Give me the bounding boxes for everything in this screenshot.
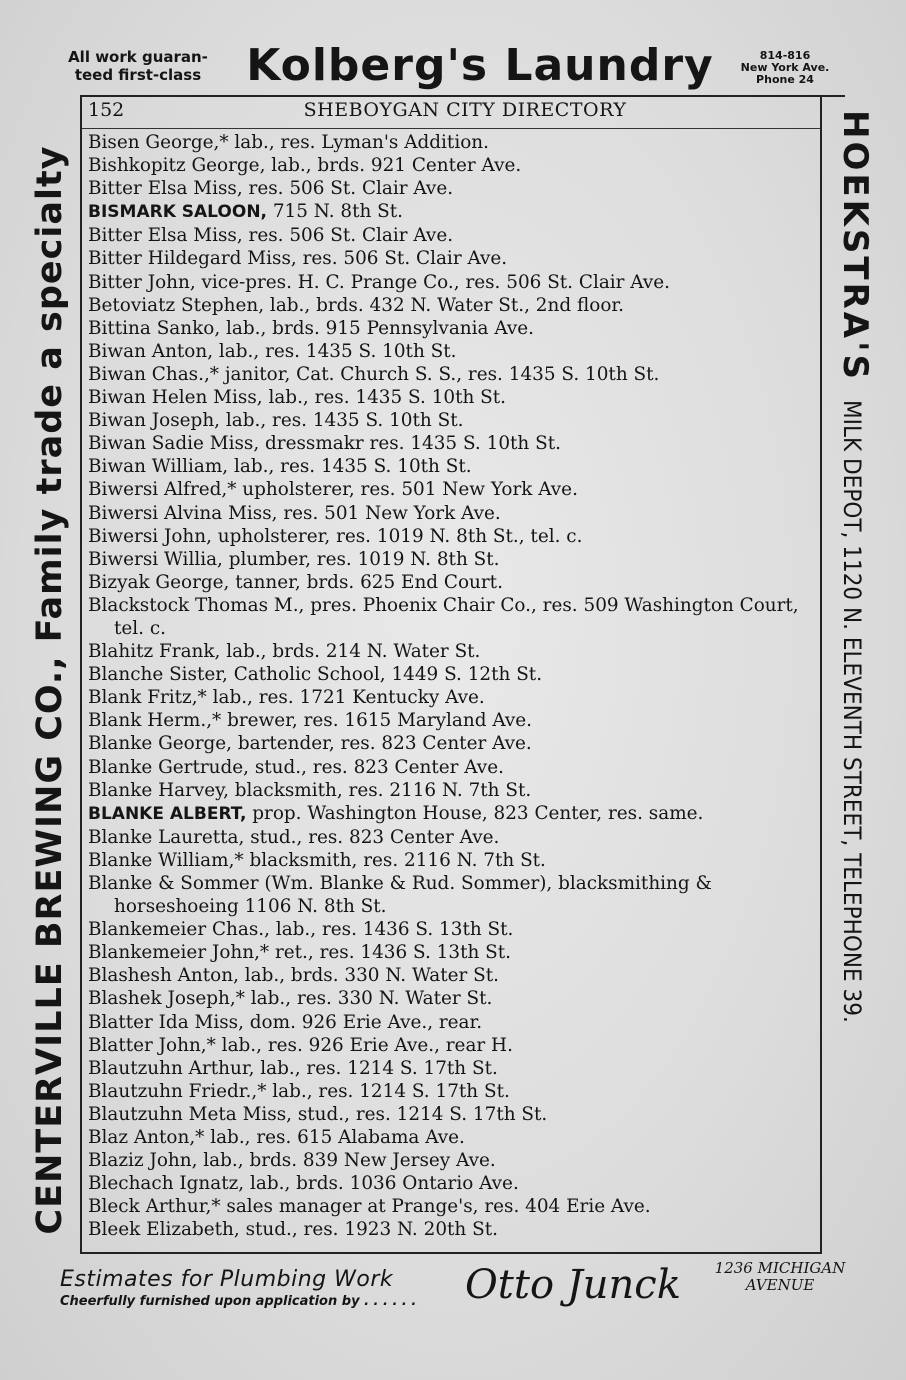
directory-entry: Biwan Chas.,* janitor, Cat. Church S. S., res. 1435 S. 10th St.: [88, 363, 660, 385]
blanke-albert-details: prop. Washington House, 823 Center, res. same.: [246, 802, 704, 824]
directory-entry: Biwan Helen Miss, lab., res. 1435 S. 10th St.: [88, 387, 507, 409]
frame-top-rule: [80, 95, 845, 97]
directory-entry: Blaziz John, lab., brds. 839 New Jersey Ave.: [88, 1150, 496, 1172]
otto-junck-address: [690, 1260, 870, 1294]
directory-entry: Bitter Elsa Miss, res. 506 St. Clair Ave.: [88, 178, 454, 200]
directory-entry: Blanke Harvey, blacksmith, res. 2116 N. 7th St.: [88, 779, 532, 801]
directory-entry: Blackstock Thomas M., pres. Phoenix Chair Co., res. 509 Washington Court, tel. c.: [88, 594, 799, 639]
bismark-saloon-name: BISMARK SALOON,: [88, 202, 267, 223]
directory-entry: Blaz Anton,* lab., res. 615 Alabama Ave.: [88, 1127, 465, 1149]
header-rule: [82, 128, 820, 129]
directory-entry-blanke-albert: [88, 802, 822, 826]
centerville-brewing-advert: CENTERVILLE BREWING CO., Family trade a specialty: [30, 145, 70, 1235]
guarantee-line-2: teed first-class: [74, 66, 202, 84]
directory-entry: Betoviatz Stephen, lab., brds. 432 N. Water St., 2nd floor.: [88, 294, 625, 316]
plumbing-estimates-text: Estimates for Plumbing Work: [60, 1267, 394, 1292]
directory-entry: Blank Fritz,* lab., res. 1721 Kentucky Ave.: [88, 687, 485, 709]
directory-entry: Biwersi Willia, plumber, res. 1019 N. 8th St.: [88, 548, 500, 570]
directory-entry: Blank Herm.,* brewer, res. 1615 Maryland Ave.: [88, 710, 533, 732]
directory-entry: Biwan Anton, lab., res. 1435 S. 10th St.: [88, 340, 457, 362]
directory-entry: Blautzuhn Arthur, lab., res. 1214 S. 17th St.: [88, 1057, 498, 1079]
laundry-address-line-3: Phone 24: [756, 73, 814, 86]
directory-listing: [88, 131, 822, 1242]
directory-entry: Bizyak George, tanner, brds. 625 End Court.: [88, 571, 503, 593]
directory-entry: Bleek Elizabeth, stud., res. 1923 N. 20th St.: [88, 1219, 498, 1241]
directory-entry: Blatter Ida Miss, dom. 926 Erie Ave., rear.: [88, 1011, 483, 1033]
directory-entry: Bisen George,* lab., res. Lyman's Addition.: [88, 132, 489, 153]
laundry-address-line-1: 814-816: [759, 49, 811, 62]
directory-entry: Blanke & Sommer (Wm. Blanke & Rud. Sommer), blacksmithing & horseshoeing 1106 N. 8th St.: [88, 873, 712, 918]
bismark-saloon-address: 715 N. 8th St.: [267, 201, 404, 223]
otto-junck-plumbing-advert: [55, 1258, 875, 1318]
directory-entry: Biwan William, lab., res. 1435 S. 10th St.: [88, 456, 472, 478]
directory-entry: Blahitz Frank, lab., brds. 214 N. Water St.: [88, 641, 481, 663]
directory-entry: Bittina Sanko, lab., brds. 915 Pennsylvania Ave.: [88, 317, 534, 339]
frame-left-rule: [80, 97, 82, 1252]
hoekstra-milk-depot-advert: [830, 110, 880, 1220]
directory-entry: Biwersi John, upholsterer, res. 1019 N. 8th St., tel. c.: [88, 525, 583, 547]
page-number: 152: [88, 99, 125, 121]
blanke-albert-name: BLANKE ALBERT,: [88, 803, 247, 824]
laundry-address: [720, 50, 850, 86]
directory-entry: Biwan Sadie Miss, dressmakr res. 1435 S. 10th St.: [88, 433, 561, 455]
directory-entry: Blashek Joseph,* lab., res. 330 N. Water St.: [88, 988, 493, 1010]
guarantee-line-1: All work guaran-: [68, 48, 208, 66]
otto-junck-address-line-1: 1236 MICHIGAN: [714, 1259, 846, 1277]
directory-entry: Blanke George, bartender, res. 823 Center Ave.: [88, 733, 532, 755]
directory-entry: Blautzuhn Meta Miss, stud., res. 1214 S. 17th St.: [88, 1103, 548, 1125]
laundry-brand-name: Kolberg's Laundry: [246, 40, 714, 91]
kolbergs-laundry-advert: [40, 40, 860, 95]
directory-entry: Biwersi Alvina Miss, res. 501 New York Ave.: [88, 502, 501, 524]
directory-entry: Blanke William,* blacksmith, res. 2116 N. 7th St.: [88, 849, 546, 871]
directory-entry: Bitter Hildegard Miss, res. 506 St. Clair Ave.: [88, 248, 508, 270]
milk-depot-details: MILK DEPOT, 1120 N. ELEVENTH STREET, TELEPHONE 39.: [838, 400, 866, 1023]
directory-entry: Blanke Gertrude, stud., res. 823 Center Ave.: [88, 756, 504, 778]
directory-entry: Blankemeier John,* ret., res. 1436 S. 13th St.: [88, 942, 511, 964]
directory-entry: Blatter John,* lab., res. 926 Erie Ave., rear H.: [88, 1034, 513, 1056]
directory-entry-bismark-saloon: [88, 200, 822, 224]
directory-entry: Blautzuhn Friedr.,* lab., res. 1214 S. 17th St.: [88, 1080, 510, 1102]
laundry-address-line-2: New York Ave.: [740, 61, 830, 74]
directory-entry: Bleck Arthur,* sales manager at Prange's, res. 404 Erie Ave.: [88, 1196, 651, 1218]
directory-entry: Blechach Ignatz, lab., brds. 1036 Ontario Ave.: [88, 1173, 519, 1195]
cheerfully-furnished-text: Cheerfully furnished upon application by . . . . . .: [60, 1294, 417, 1309]
directory-entry: Biwersi Alfred,* upholsterer, res. 501 New York Ave.: [88, 479, 578, 501]
directory-entry: Blashesh Anton, lab., brds. 330 N. Water St.: [88, 965, 499, 987]
directory-entry: Bitter Elsa Miss, res. 506 St. Clair Ave.: [88, 225, 454, 247]
directory-entry: Bitter John, vice-pres. H. C. Prange Co., res. 506 St. Clair Ave.: [88, 271, 670, 293]
otto-junck-name: Otto Junck: [465, 1262, 681, 1308]
hoekstra-name: HOEKSTRA'S: [835, 110, 875, 383]
directory-entry: Bishkopitz George, lab., brds. 921 Center Ave.: [88, 155, 522, 177]
directory-entry: Blanke Lauretta, stud., res. 823 Center Ave.: [88, 826, 500, 848]
directory-entry: Blankemeier Chas., lab., res. 1436 S. 13th St.: [88, 919, 514, 941]
guarantee-text: [48, 48, 228, 84]
frame-bottom-rule: [80, 1252, 822, 1254]
directory-entry: Blanche Sister, Catholic School, 1449 S. 12th St.: [88, 664, 543, 686]
directory-entry: Biwan Joseph, lab., res. 1435 S. 10th St.: [88, 410, 464, 432]
otto-junck-address-line-2: AVENUE: [745, 1276, 815, 1294]
running-title: SHEBOYGAN CITY DIRECTORY: [303, 99, 627, 121]
